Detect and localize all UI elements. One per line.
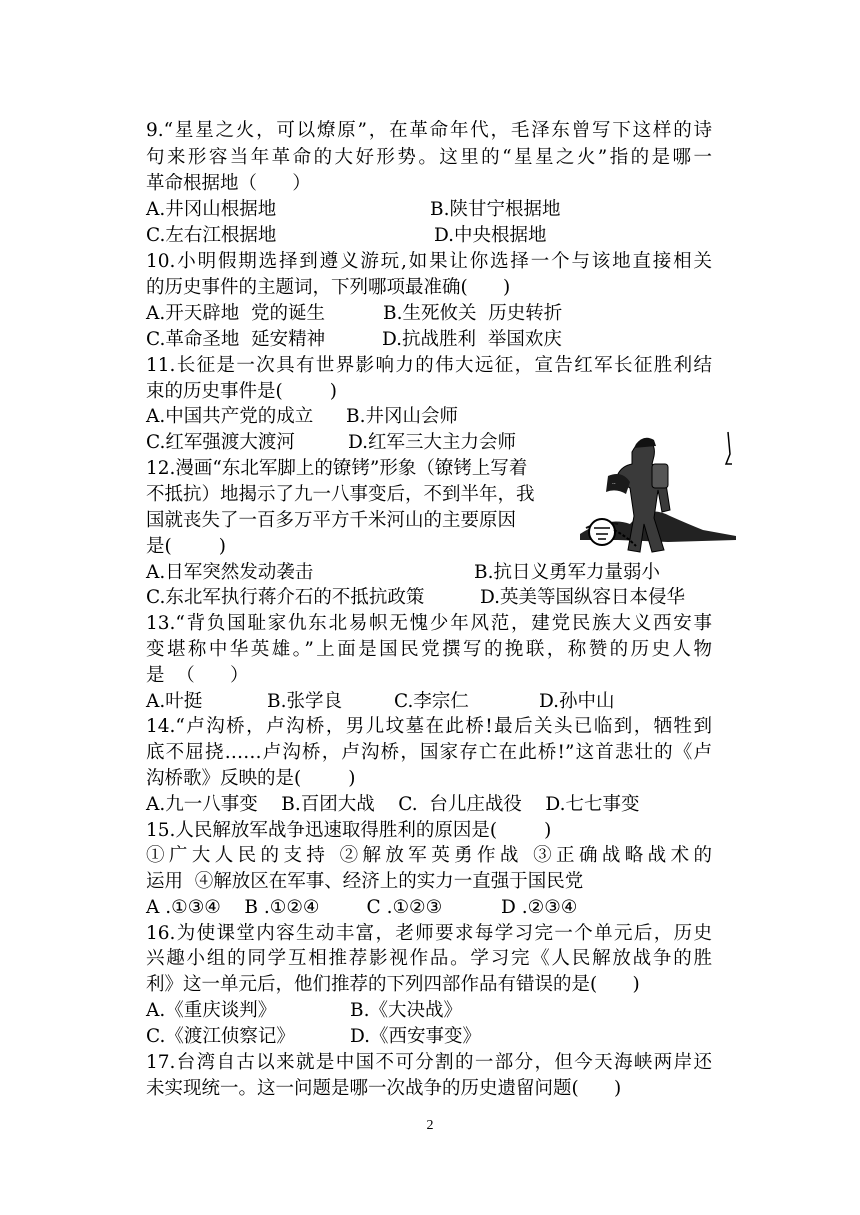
q15-stem-line2: ①广大人民的支持 ②解放军英勇作战 ③正确战略战术的: [146, 845, 712, 866]
q11-stem-line1: 11.长征是一次具有世界影响力的伟大远征，宣告红军长征胜利结: [146, 355, 712, 376]
q11-stem-line2: 束的历史事件是( ): [146, 381, 337, 402]
q9-options-row1: [146, 197, 716, 223]
cartoon-northeast-army-shackles: [578, 424, 738, 556]
page-number: 2: [426, 1118, 434, 1133]
q16-option-d: D.《西安事变》: [350, 1026, 482, 1047]
q16-stem-line2: 兴趣小组的同学互相推荐影视作品。学习完《人民解放战争的胜: [146, 948, 712, 969]
q10-option-d: D.抗战胜利 举国欢庆: [382, 329, 562, 350]
q16-option-a: A.《重庆谈判》: [146, 1000, 277, 1021]
q11-option-a: A.中国共产党的成立: [146, 406, 314, 427]
q10-options-row2: [146, 327, 716, 353]
q9-stem-line2: 句来形容当年革命的大好形势。这里的“星星之火”指的是哪一: [146, 147, 712, 168]
q16-option-c: C.《渡江侦察记》: [146, 1026, 295, 1047]
q13-stem-line2: 变堪称中华英雄。”上面是国民党撰写的挽联，称赞的历史人物: [146, 639, 712, 660]
q12-option-b: B.抗日义勇军力量弱小: [474, 562, 660, 583]
q12-stem-line4: 是( ): [146, 536, 226, 557]
q10-option-b: B.生死攸关 历史转折: [383, 303, 563, 324]
svg-text:··: ··: [612, 481, 616, 488]
q12-option-a: A.日军突然发动袭击: [146, 562, 314, 583]
q12-options-row1: [146, 560, 716, 586]
q13-option-d: D.孙中山: [539, 691, 615, 712]
q11-option-d: D.红军三大主力会师: [348, 432, 517, 453]
q12-option-c: C.东北军执行蒋介石的不抵抗政策: [146, 587, 425, 608]
q13-stem-line3: 是 （ ）: [146, 665, 249, 686]
q9-option-b: B.陕甘宁根据地: [430, 199, 561, 220]
q13-stem-line1: 13.“背负国耻家仇东北易帜无愧少年风范，建党民族大义西安事: [146, 613, 712, 634]
q11-option-b: B.井冈山会师: [346, 406, 458, 427]
q12-stem-line2: 不抵抗）地揭示了九一八事变后，不到半年，我: [146, 484, 535, 505]
q10-option-c: C.革命圣地 延安精神: [146, 329, 326, 350]
q9-option-d: D.中央根据地: [434, 225, 547, 246]
q17-stem-line1: 17.台湾自古以来就是中国不可分割的一部分，但今天海峡两岸还: [146, 1052, 712, 1073]
q14-stem-line2: 底不屈挠……卢沟桥，卢沟桥，国家存亡在此桥!”这首悲壮的《卢: [146, 742, 712, 763]
q13-option-b: B.张学良: [267, 691, 342, 712]
q12-option-d: D.英美等国纵容日本侵华: [480, 587, 686, 608]
q10-options-row1: [146, 301, 716, 327]
q14-stem-line1: 14.“卢沟桥，卢沟桥，男儿坟墓在此桥!最后关头已临到，牺牲到: [146, 716, 712, 737]
q16-stem-line3: 利》这一单元后，他们推荐的下列四部作品有错误的是( ): [146, 974, 640, 995]
q9-stem-line1: 9.“星星之火，可以燎原”，在革命年代，毛泽东曾写下这样的诗: [146, 120, 712, 141]
q16-options-row2: [146, 1024, 716, 1050]
q9-options-row2: [146, 223, 716, 249]
q11-option-c: C.红军强渡大渡河: [146, 432, 295, 453]
q15-options: A .①③④ B .①②④ C .①②③ D .②③④: [146, 897, 578, 918]
q13-option-c: C.李宗仁: [394, 691, 469, 712]
q16-option-b: B.《大决战》: [350, 1000, 462, 1021]
q10-option-a: A.开天辟地 党的诞生: [146, 303, 326, 324]
q13-options: [146, 689, 716, 715]
q15-stem-line3: 运用 ④解放区在军事、经济上的实力一直强于国民党: [146, 871, 584, 892]
q12-stem-line1: 12.漫画“东北军脚上的镣铐”形象（镣铐上写着: [146, 458, 528, 479]
q10-stem-line2: 的历史事件的主题词，下列哪项最准确( ): [146, 277, 511, 298]
q9-stem-line3: 革命根据地（ ）: [146, 173, 311, 194]
q15-stem-line1: 15.人民解放军战争迅速取得胜利的原因是( ): [146, 820, 552, 841]
q14-stem-line3: 沟桥歌》反映的是( ): [146, 768, 356, 789]
q10-stem-line1: 10.小明假期选择到遵义游玩,如果让你选择一个与该地直接相关: [146, 251, 712, 272]
q14-options: A.九一八事变 B.百团大战 C. 台儿庄战役 D.七七事变: [146, 794, 640, 815]
q16-options-row1: [146, 998, 716, 1024]
q12-stem-line3: 国就丧失了一百多万平方千米河山的主要原因: [146, 510, 517, 531]
q16-stem-line1: 16.为使课堂内容生动丰富，老师要求每学习完一个单元后，历史: [146, 923, 712, 944]
q17-stem-line2: 未实现统一。这一问题是哪一次战争的历史遗留问题( ): [146, 1078, 622, 1099]
q9-option-c: C.左右江根据地: [146, 225, 277, 246]
q13-option-a: A.叶挺: [146, 691, 203, 712]
q12-options-row2: [146, 585, 716, 611]
q9-option-a: A.井冈山根据地: [146, 199, 277, 220]
